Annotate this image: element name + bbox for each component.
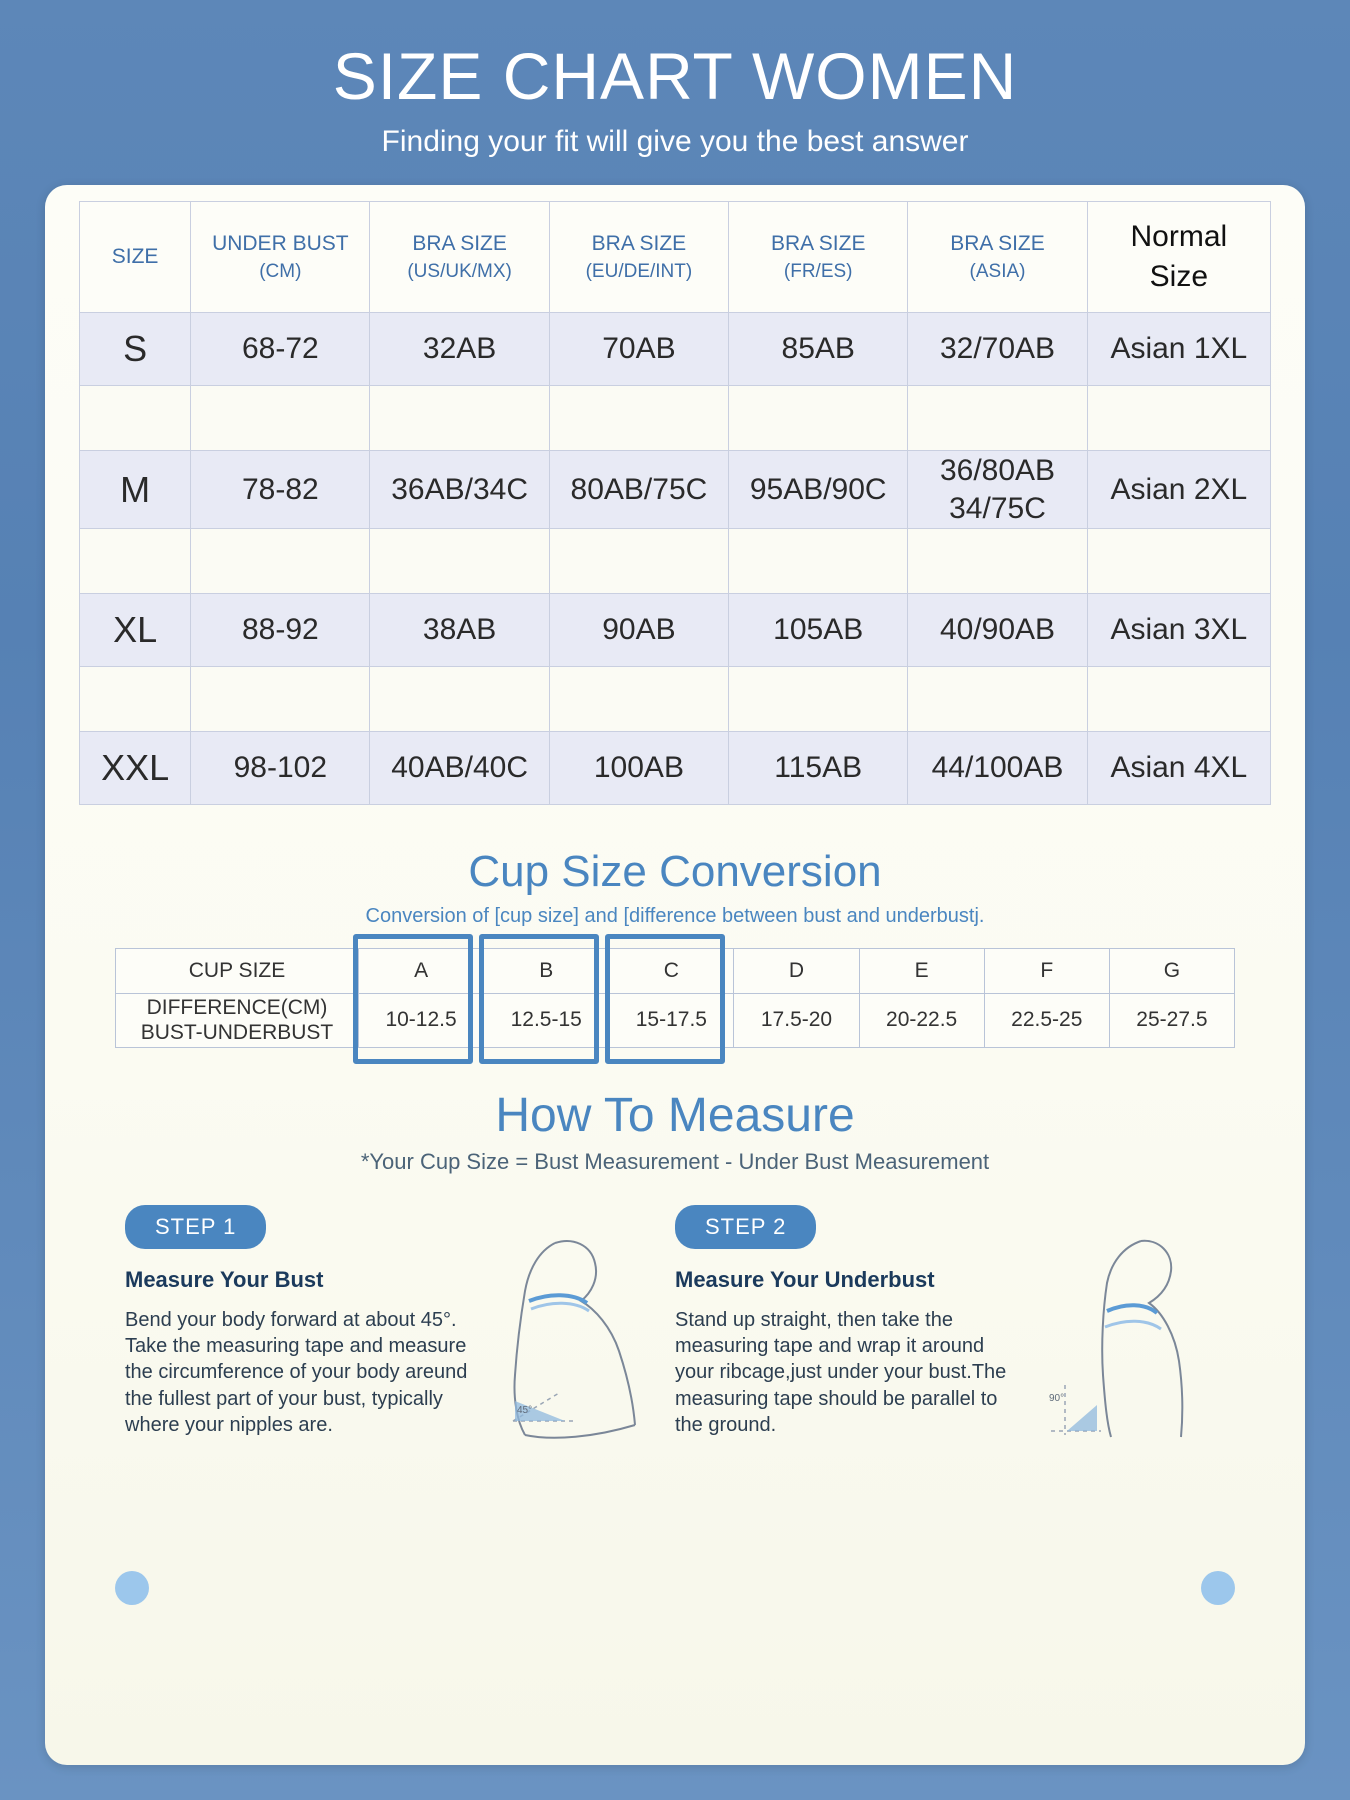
spacer-cell [1087, 529, 1270, 594]
cell-bra-us: 40AB/40C [370, 732, 549, 805]
cell-under-bust: 68-72 [191, 313, 370, 386]
size-table-body [80, 313, 1271, 805]
cup-row-label: CUP SIZE [116, 949, 359, 994]
table-row [80, 313, 1271, 386]
cell-bra-fr: 105AB [729, 594, 908, 667]
step-1 [125, 1205, 675, 1439]
howto-title: How To Measure [495, 1088, 855, 1142]
cup-row-differences [116, 994, 1235, 1047]
spacer-cell [549, 529, 728, 594]
step-1-badge: STEP 1 [125, 1205, 266, 1249]
difference-label-line1: DIFFERENCE(CM) [146, 996, 328, 1020]
table-spacer-row [80, 386, 1271, 451]
spacer-cell [549, 386, 728, 451]
decorative-dot-left [115, 1571, 149, 1605]
cell-size: XXL [80, 732, 191, 805]
step-2-badge: STEP 2 [675, 1205, 816, 1249]
spacer-cell [1087, 667, 1270, 732]
spacer-cell [370, 386, 549, 451]
difference-cell-e: 20-22.5 [859, 994, 984, 1047]
spacer-cell [908, 667, 1087, 732]
cup-cell-e: E [859, 949, 984, 994]
spacer-cell [908, 529, 1087, 594]
cell-bra-eu: 100AB [549, 732, 728, 805]
cell-bra-eu: 80AB/75C [549, 451, 728, 529]
step-1-body: Bend your body forward at about 45°. Take the measuring tape and measure the circumference of your body areund the fullest part of your bust, typically where your nipples are. [125, 1308, 468, 1437]
spacer-cell [191, 667, 370, 732]
spacer-cell [370, 667, 549, 732]
difference-cell-c: 15-17.5 [609, 994, 734, 1047]
col-header-bra-fr: BRA SIZE (FR/ES) [729, 202, 908, 313]
table-spacer-row [80, 667, 1271, 732]
cup-cell-d: D [734, 949, 859, 994]
cup-row-sizes [116, 949, 1235, 994]
content-card [45, 185, 1305, 1765]
spacer-cell [80, 529, 191, 594]
cell-normal-size: Asian 1XL [1087, 313, 1270, 386]
cell-size: M [80, 451, 191, 529]
cell-size: S [80, 313, 191, 386]
steps-container [125, 1205, 1225, 1439]
col-header-size: SIZE [80, 202, 191, 313]
step-2-body: Stand up straight, then take the measuring tape and wrap it around your ribcage,just under your bust.The measuring tape should be parallel to the ground. [675, 1308, 1007, 1437]
table-row [80, 451, 1271, 529]
difference-cell-g: 25-27.5 [1109, 994, 1234, 1047]
col-header-bra-eu: BRA SIZE (EU/DE/INT) [549, 202, 728, 313]
col-header-normal-size: Normal Size [1087, 202, 1270, 313]
cup-size-table [115, 948, 1235, 1047]
cup-cell-c: C [609, 949, 734, 994]
cell-bra-fr: 95AB/90C [729, 451, 908, 529]
spacer-cell [729, 667, 908, 732]
spacer-cell [549, 667, 728, 732]
cup-cell-g: G [1109, 949, 1234, 994]
difference-cell-a: 10-12.5 [359, 994, 484, 1047]
size-table [79, 201, 1271, 805]
cell-bra-us: 32AB [370, 313, 549, 386]
difference-cell-f: 22.5-25 [984, 994, 1109, 1047]
cup-cell-a: A [359, 949, 484, 994]
cell-bra-eu: 90AB [549, 594, 728, 667]
cell-normal-size: Asian 3XL [1087, 594, 1270, 667]
page-title: SIZE CHART WOMEN [332, 39, 1018, 113]
cell-bra-asia: 32/70AB [908, 313, 1087, 386]
col-header-bra-asia: BRA SIZE (ASIA) [908, 202, 1087, 313]
cell-bra-eu: 70AB [549, 313, 728, 386]
cup-table-wrap [115, 948, 1235, 1047]
col-header-under-bust: UNDER BUST (CM) [191, 202, 370, 313]
col-header-bra-us: BRA SIZE (US/UK/MX) [370, 202, 549, 313]
difference-cell-d: 17.5-20 [734, 994, 859, 1047]
step-1-heading: Measure Your Bust [125, 1266, 324, 1292]
table-row [80, 732, 1271, 805]
cell-bra-asia-line2: 34/75C [949, 491, 1046, 525]
cell-bra-asia: 44/100AB [908, 732, 1087, 805]
cup-section-title: Cup Size Conversion [468, 847, 882, 897]
cell-under-bust: 88-92 [191, 594, 370, 667]
table-header-row [80, 202, 1271, 313]
spacer-cell [370, 529, 549, 594]
step-1-angle-label: 45° [517, 1404, 533, 1416]
cell-normal-size: Asian 4XL [1087, 732, 1270, 805]
cell-bra-asia: 40/90AB [908, 594, 1087, 667]
cell-bra-fr: 85AB [729, 313, 908, 386]
cell-under-bust: 98-102 [191, 732, 370, 805]
cell-under-bust: 78-82 [191, 451, 370, 529]
decorative-dot-right [1201, 1571, 1235, 1605]
cell-bra-us: 38AB [370, 594, 549, 667]
cell-bra-asia-line1: 36/80AB [939, 454, 1056, 488]
spacer-cell [191, 529, 370, 594]
difference-label-line2: BUST-UNDERBUST [140, 1021, 334, 1045]
cell-normal-size: Asian 2XL [1087, 451, 1270, 529]
cup-cell-f: F [984, 949, 1109, 994]
spacer-cell [908, 386, 1087, 451]
spacer-cell [80, 667, 191, 732]
difference-cell-b: 12.5-15 [484, 994, 609, 1047]
step-2-heading: Measure Your Underbust [675, 1266, 935, 1292]
spacer-cell [191, 386, 370, 451]
spacer-cell [80, 386, 191, 451]
cell-size: XL [80, 594, 191, 667]
spacer-cell [729, 529, 908, 594]
spacer-cell [729, 386, 908, 451]
page-header [45, 0, 1305, 159]
howto-subtitle: *Your Cup Size = Bust Measurement - Under Bust Measurement [360, 1148, 990, 1174]
underbust-measure-illustration-icon [1045, 1235, 1225, 1445]
difference-row-label [116, 994, 359, 1047]
cup-section-subtitle: Conversion of [cup size] and [difference between bust and underbustj. [365, 905, 985, 928]
cell-bra-asia [908, 451, 1087, 529]
step-2-angle-label: 90° [1049, 1392, 1065, 1404]
cup-cell-b: B [484, 949, 609, 994]
table-spacer-row [80, 529, 1271, 594]
cell-bra-us: 36AB/34C [370, 451, 549, 529]
bust-measure-illustration-icon [495, 1235, 675, 1445]
step-2 [675, 1205, 1225, 1439]
cell-bra-fr: 115AB [729, 732, 908, 805]
page-subtitle: Finding your fit will give you the best answer [381, 125, 969, 159]
table-row [80, 594, 1271, 667]
size-table-header [80, 202, 1271, 313]
spacer-cell [1087, 386, 1270, 451]
